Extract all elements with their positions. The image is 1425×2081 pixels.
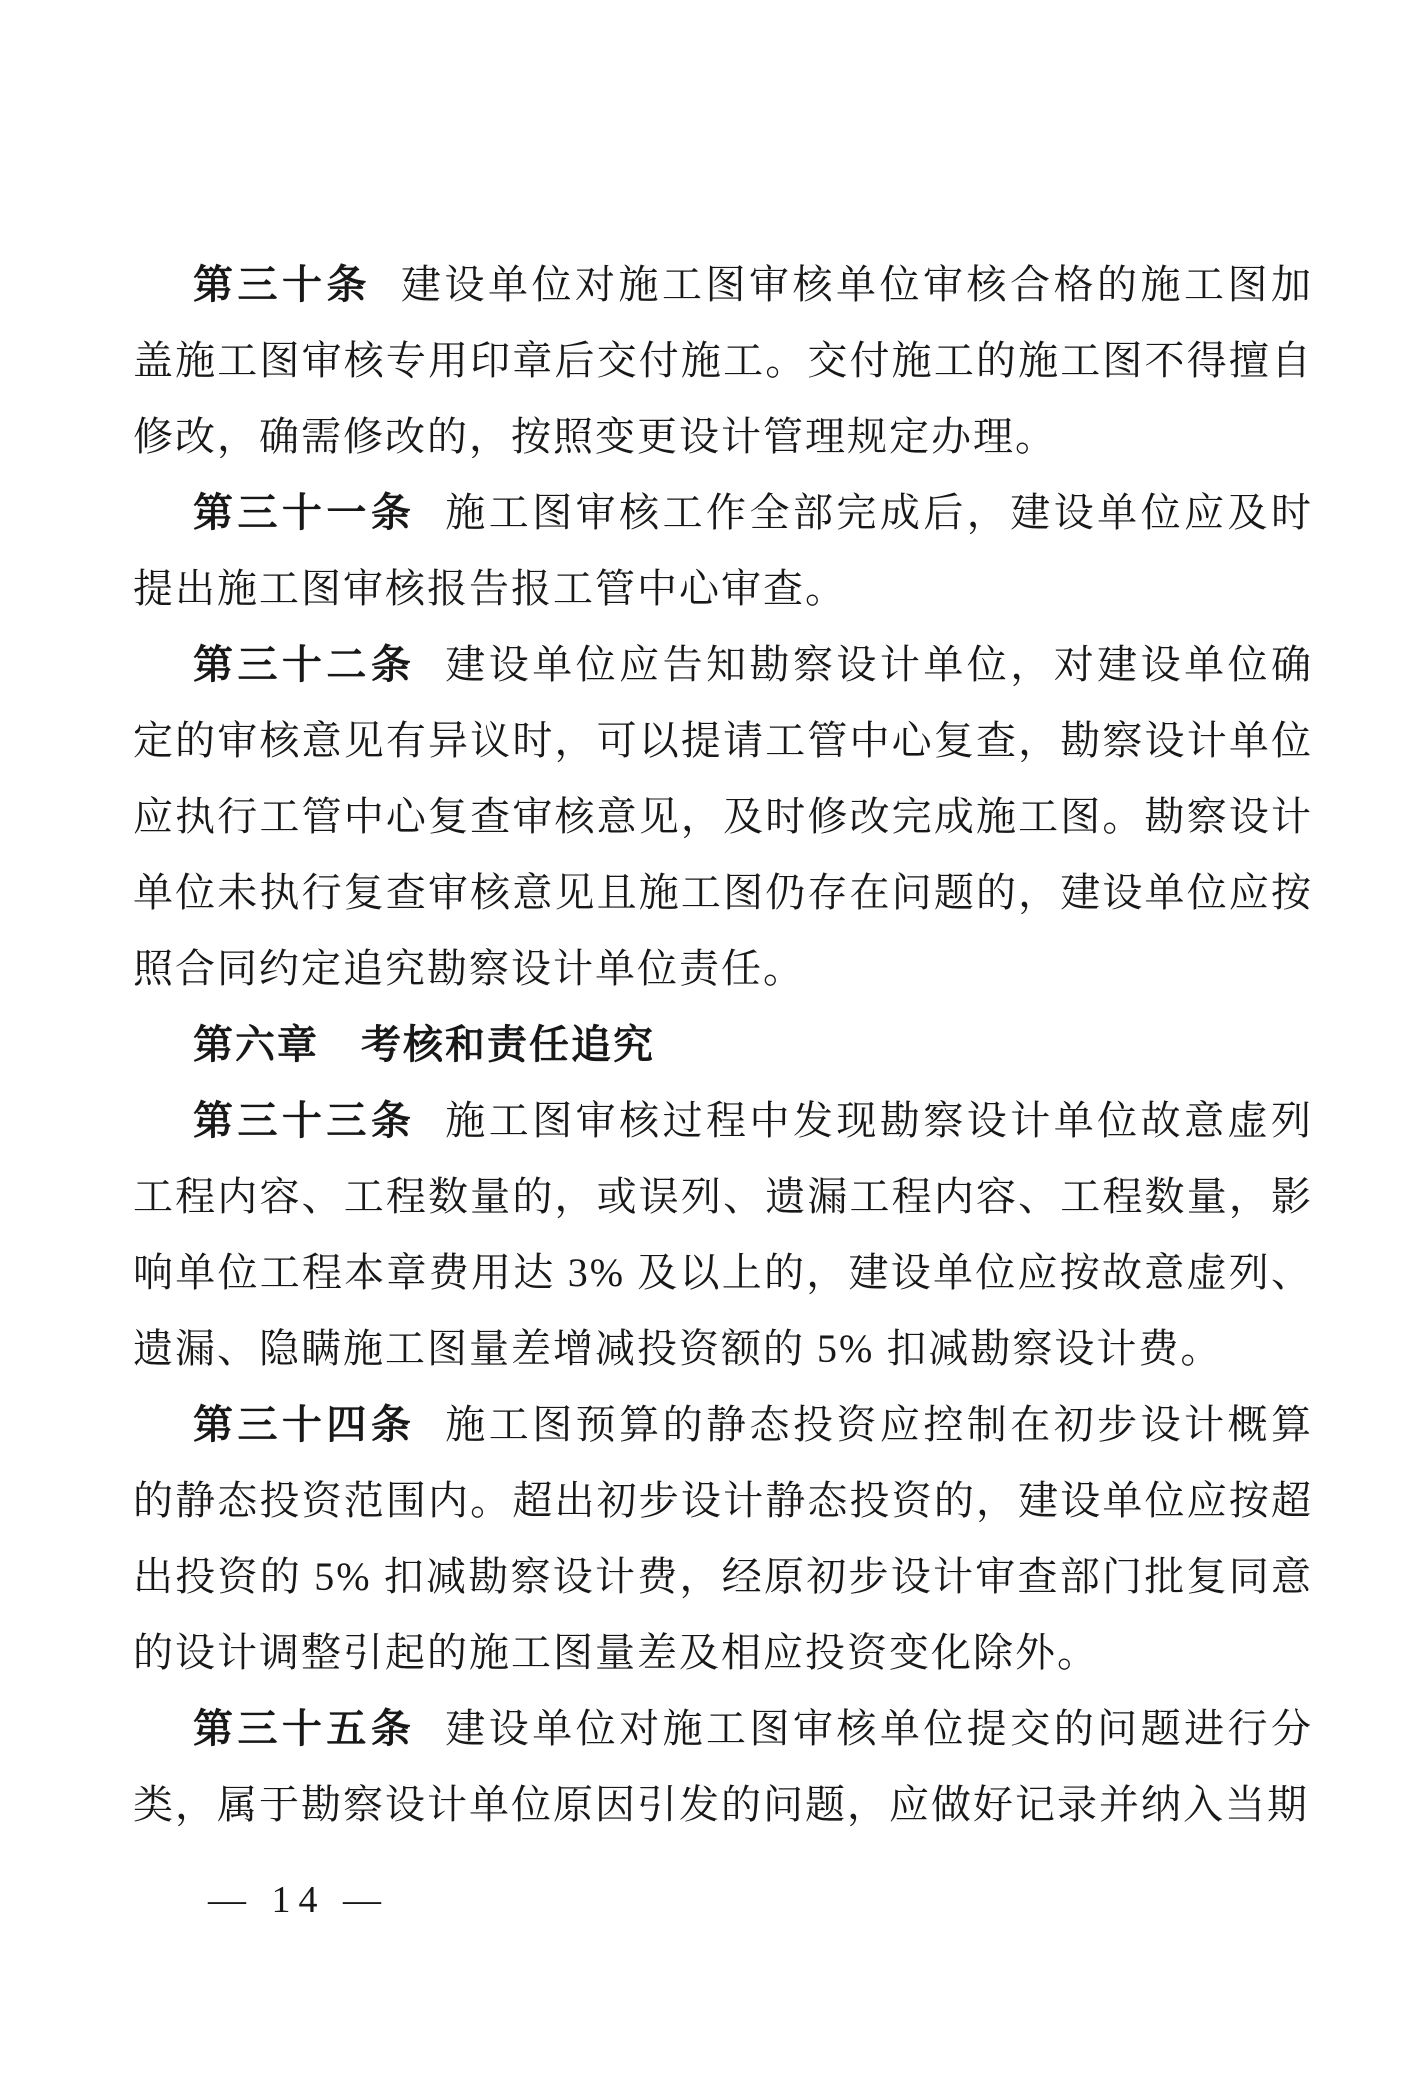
chapter-title: 考核和责任追究 (361, 1023, 655, 1067)
article-35 (133, 1691, 1313, 1843)
article-30-text: 建设单位对施工图审核单位审核合格的施工图加盖施工图审核专用印章后交付施工。交付施工的施工图不得擅自修改，确需修改的，按照变更设计管理规定办理。 (133, 262, 1313, 459)
article-34-text: 施工图预算的静态投资应控制在初步设计概算的静态投资范围内。超出初步设计静态投资的，建设单位应按超出投资的 5% 扣减勘察设计费，经原初步设计审查部门批复同意的设计调整引起的施工图量差及相应投资变化除外。 (133, 1402, 1314, 1675)
article-31-text: 施工图审核工作全部完成后，建设单位应及时提出施工图审核报告报工管中心审查。 (133, 490, 1314, 611)
article-32-text: 建设单位应告知勘察设计单位，对建设单位确定的审核意见有异议时，可以提请工管中心复查，勘察设计单位应执行工管中心复查审核意见，及时修改完成施工图。勘察设计单位未执行复查审核意见且施工图仍存在问题的，建设单位应按照合同约定追究勘察设计单位责任。 (133, 642, 1314, 991)
chapter-number: 第六章 (193, 1023, 319, 1067)
article-32-number: 第三十二条 (193, 643, 416, 687)
article-30 (133, 247, 1313, 475)
chapter-heading (133, 1007, 1313, 1083)
article-33-text: 施工图审核过程中发现勘察设计单位故意虚列工程内容、工程数量的，或误列、遗漏工程内容、工程数量，影响单位工程本章费用达 3% 及以上的，建设单位应按故意虚列、遗漏、隐瞒施工图量差增减投资额的 5% 扣减勘察设计费。 (133, 1098, 1314, 1371)
article-35-number: 第三十五条 (193, 1707, 416, 1751)
article-31 (133, 475, 1313, 627)
article-35-text: 建设单位对施工图审核单位提交的问题进行分类，属于勘察设计单位原因引发的问题，应做好记录并纳入当期 (133, 1706, 1314, 1827)
article-33 (133, 1083, 1313, 1387)
article-31-number: 第三十一条 (193, 491, 416, 535)
article-34 (133, 1387, 1313, 1691)
article-33-number: 第三十三条 (193, 1099, 416, 1143)
page-number: — 14 — (208, 1879, 389, 1921)
article-32 (133, 627, 1313, 1007)
document-body (133, 247, 1313, 1843)
article-34-number: 第三十四条 (193, 1403, 416, 1447)
article-30-number: 第三十条 (193, 263, 371, 307)
